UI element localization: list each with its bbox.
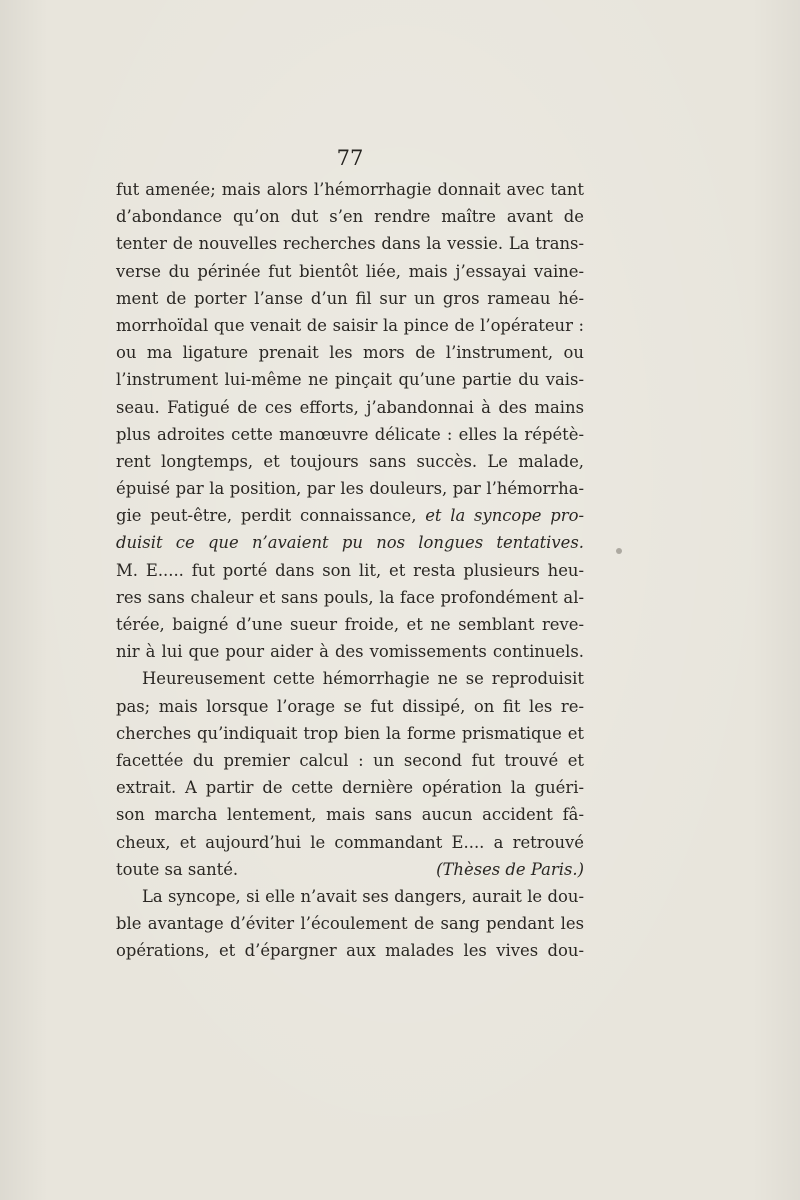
text-line: son marcha lentement, mais sans aucun accident fâ- bbox=[116, 805, 584, 825]
ink-speck bbox=[616, 548, 622, 554]
text-line: fut amenée; mais alors l’hémorrhagie donnait avec tant bbox=[116, 180, 584, 199]
text-line-with-citation bbox=[116, 856, 584, 883]
text-span: gie peut-être, perdit connaissance, bbox=[116, 506, 426, 526]
italic-line: duisit ce que n’avaient pu nos longues tentatives. bbox=[116, 533, 584, 553]
text-line: d’abondance qu’on dut s’en rendre maître avant de bbox=[116, 207, 584, 227]
text-line: plus adroites cette manœuvre délicate : elles la répétè- bbox=[116, 424, 584, 444]
text-span: toute sa santé. bbox=[116, 859, 239, 879]
italic-span: et la syncope pro- bbox=[425, 506, 584, 526]
text-line: épuisé par la position, par les douleurs, par l’hémorrha- bbox=[116, 479, 584, 499]
text-line: seau. Fatigué de ces efforts, j’abandonnai à des mains bbox=[116, 397, 584, 417]
body-text bbox=[116, 176, 584, 964]
text-line: tenter de nouvelles recherches dans la vessie. La trans- bbox=[116, 234, 584, 254]
text-line: verse du périnée fut bientôt liée, mais j’essayai vaine- bbox=[116, 261, 584, 281]
text-line: facettée du premier calcul : un second fut trouvé et bbox=[116, 750, 584, 770]
text-line: ou ma ligature prenait les mors de l’instrument, ou bbox=[116, 343, 584, 363]
text-line: térée, baigné d’une sueur froide, et ne semblant reve- bbox=[116, 615, 584, 634]
text-line: morrhoïdal que venait de saisir la pince de l’opérateur : bbox=[116, 315, 584, 335]
text-line: ble avantage d’éviter l’écoulement de sang pendant les bbox=[116, 914, 584, 934]
text-line-paragraph-start: Heureusement cette hémorrhagie ne se reproduisit bbox=[142, 669, 584, 689]
citation: (Thèses de Paris.) bbox=[436, 859, 584, 879]
text-line: rent longtemps, et toujours sans succès. Le malade, bbox=[116, 451, 584, 471]
text-line: extrait. A partir de cette dernière opération la guéri- bbox=[116, 778, 584, 798]
text-line: opérations, et d’épargner aux malades les vives dou- bbox=[116, 941, 584, 961]
text-line: M. E..... fut porté dans son lit, et resta plusieurs heu- bbox=[116, 560, 584, 580]
page-number: 77 bbox=[336, 146, 364, 170]
text-line: pas; mais lorsque l’orage se fut dissipé, on fit les re- bbox=[116, 696, 584, 716]
text-line bbox=[116, 502, 584, 529]
text-line: l’instrument lui-même ne pinçait qu’une partie du vais- bbox=[116, 370, 584, 390]
text-line-paragraph-start: La syncope, si elle n’avait ses dangers, aurait le dou- bbox=[142, 886, 584, 906]
text-line: cheux, et aujourd’hui le commandant E.... a retrouvé bbox=[116, 832, 584, 852]
text-line: nir à lui que pour aider à des vomissements continuels. bbox=[116, 642, 584, 662]
text-line: ment de porter l’anse d’un fil sur un gros rameau hé- bbox=[116, 288, 584, 308]
text-line: cherches qu’indiquait trop bien la forme prismatique et bbox=[116, 723, 584, 743]
text-line: res sans chaleur et sans pouls, la face profondément al- bbox=[116, 587, 584, 607]
